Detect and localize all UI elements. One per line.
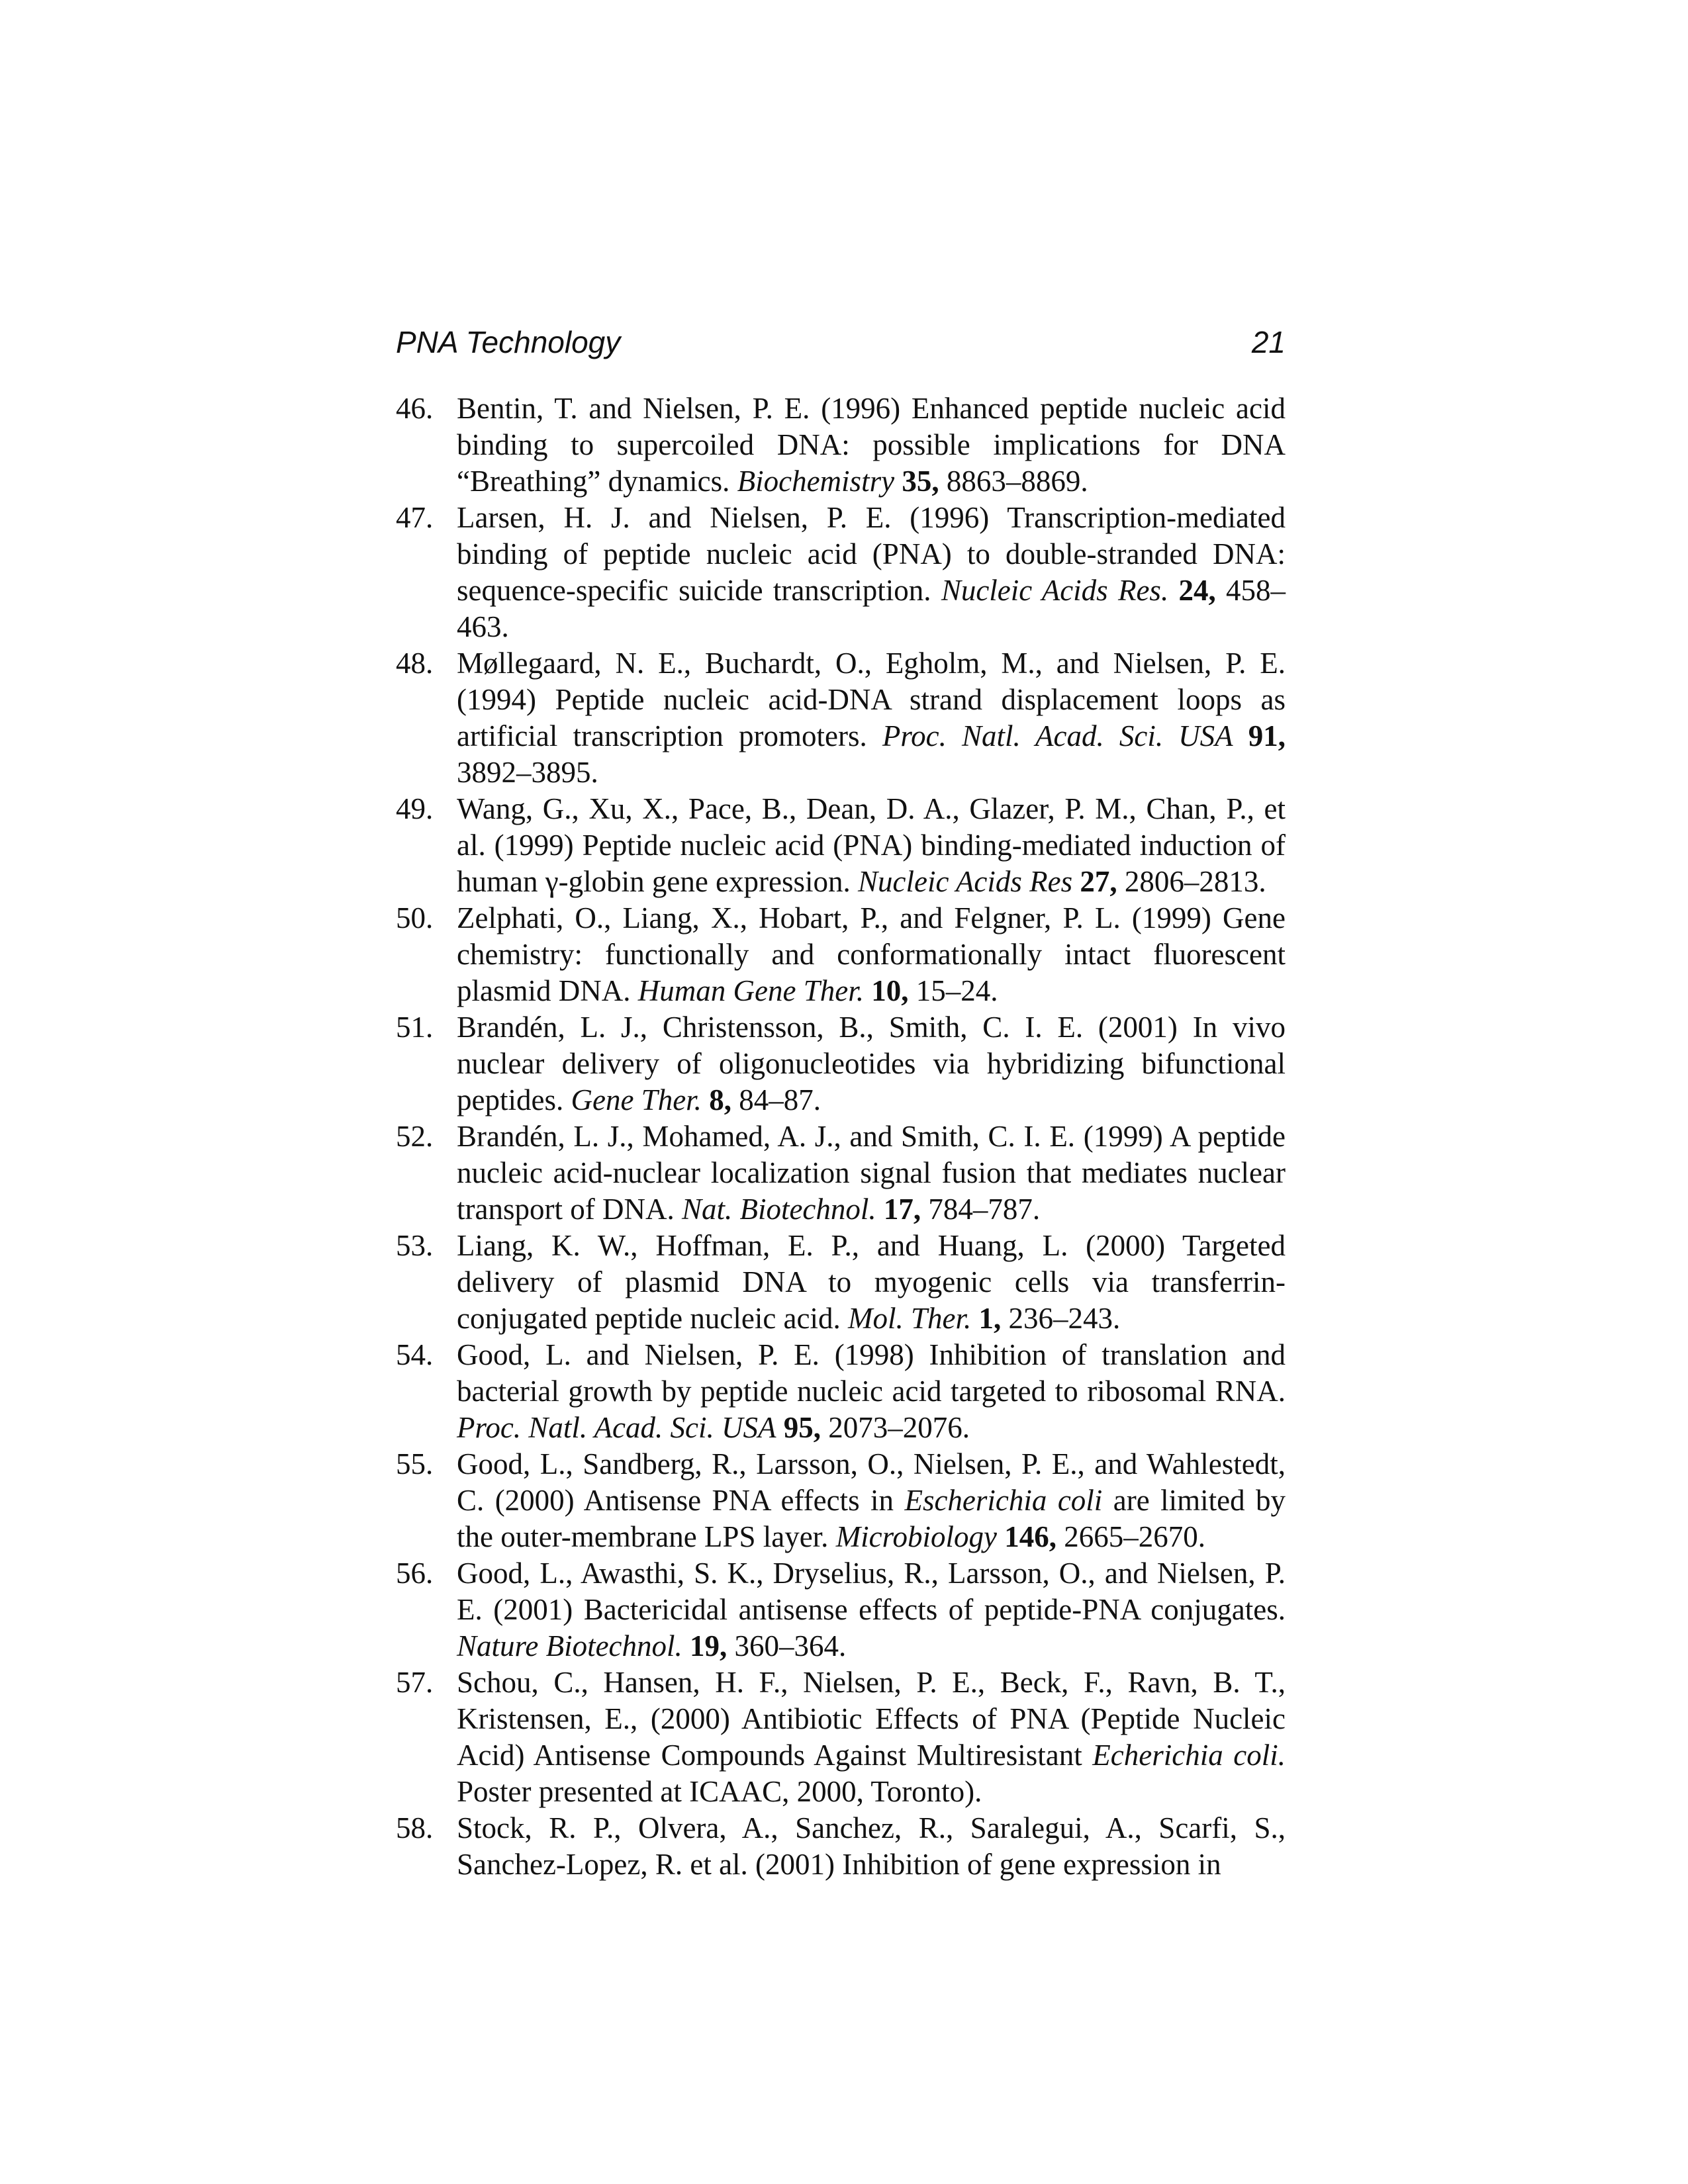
reference-item (396, 900, 1286, 1009)
reference-pages: 236–243. (1008, 1302, 1121, 1335)
reference-volume: 10, (871, 974, 909, 1007)
reference-authors: Good, L., Sandberg, R., Larsson, O., Nielsen, P. E., and Wahlestedt, C. (2000) Antisense PNA effects in (457, 1447, 1286, 1517)
reference-volume: 17, (883, 1193, 921, 1226)
page-header (396, 319, 1286, 365)
reference-pages: 784–787. (928, 1193, 1041, 1226)
reference-volume: 24, (1178, 574, 1216, 607)
reference-text (457, 1664, 1286, 1810)
reference-volume: 91, (1248, 719, 1286, 752)
reference-text (457, 1337, 1286, 1446)
reference-text (457, 1009, 1286, 1118)
reference-number: 47. (396, 501, 434, 534)
reference-number: 51. (396, 1011, 434, 1044)
reference-journal: Proc. Natl. Acad. Sci. USA (457, 1411, 776, 1444)
reference-number: 50. (396, 901, 434, 934)
reference-number: 53. (396, 1229, 434, 1262)
reference-authors: Good, L. and Nielsen, P. E. (1998) Inhibition of translation and bacterial growth by peptide nucleic acid targeted to ribosomal RNA. (457, 1338, 1286, 1408)
reference-item (396, 1555, 1286, 1664)
reference-authors: Brandén, L. J., Mohamed, A. J., and Smith, C. I. E. (1999) A peptide nucleic acid-nuclear localization signal fusion that mediates nuclear transport of DNA. (457, 1120, 1286, 1226)
reference-item (396, 1810, 1286, 1883)
reference-number: 56. (396, 1557, 434, 1590)
reference-authors: Stock, R. P., Olvera, A., Sanchez, R., Saralegui, A., Scarfi, S., Sanchez-Lopez, R. et al. (2001) Inhibition of gene expression in (457, 1811, 1286, 1881)
reference-text (457, 1118, 1286, 1228)
reference-authors: Bentin, T. and Nielsen, P. E. (1996) Enhanced peptide nucleic acid binding to supercoiled DNA: possible implications for DNA “Breathing” dynamics. (457, 392, 1286, 498)
reference-authors: Zelphati, O., Liang, X., Hobart, P., and Felgner, P. L. (1999) Gene chemistry: functionally and conformationally intact fluorescent plasmid DNA. (457, 901, 1286, 1007)
reference-journal: Biochemistry (737, 465, 895, 498)
reference-volume: 146, (1004, 1520, 1056, 1553)
reference-text (457, 500, 1286, 645)
reference-number: 55. (396, 1447, 434, 1480)
reference-item (396, 1009, 1286, 1118)
reference-item (396, 1118, 1286, 1228)
reference-text (457, 791, 1286, 900)
reference-number: 54. (396, 1338, 434, 1371)
reference-pages: 2665–2670. (1064, 1520, 1205, 1553)
reference-journal: Microbiology (835, 1520, 997, 1553)
reference-journal: Nat. Biotechnol. (681, 1193, 876, 1226)
reference-item (396, 791, 1286, 900)
reference-journal: Nucleic Acids Res (858, 865, 1073, 898)
reference-number: 48. (396, 647, 434, 680)
reference-text (457, 1555, 1286, 1664)
reference-pages: 2806–2813. (1124, 865, 1266, 898)
reference-item (396, 1664, 1286, 1810)
reference-text (457, 1446, 1286, 1555)
reference-volume: 19, (690, 1629, 727, 1662)
reference-number: 52. (396, 1120, 434, 1153)
reference-text (457, 645, 1286, 791)
reference-item (396, 1337, 1286, 1446)
reference-journal: Nucleic Acids Res. (941, 574, 1169, 607)
reference-journal: Mol. Ther. (848, 1302, 972, 1335)
reference-list (396, 390, 1286, 1883)
reference-text (457, 900, 1286, 1009)
reference-text (457, 1228, 1286, 1337)
reference-pages: 84–87. (739, 1083, 821, 1116)
reference-authors: Møllegaard, N. E., Buchardt, O., Egholm, M., and Nielsen, P. E. (1994) Peptide nucleic acid-DNA strand displacement loops as artificial transcription promoters. (457, 647, 1286, 752)
reference-authors: Good, L., Awasthi, S. K., Dryselius, R., Larsson, O., and Nielsen, P. E. (2001) Bactericidal antisense effects of peptide-PNA conjugates. (457, 1557, 1286, 1626)
reference-item (396, 645, 1286, 791)
reference-volume: 8, (709, 1083, 731, 1116)
reference-pages: 15–24. (915, 974, 998, 1007)
reference-volume: 35, (902, 465, 939, 498)
reference-authors: Wang, G., Xu, X., Pace, B., Dean, D. A., Glazer, P. M., Chan, P., et al. (1999) Peptide nucleic acid (PNA) binding-mediated induction of human γ-globin gene expression. (457, 792, 1286, 898)
reference-pages: 3892–3895. (457, 756, 598, 789)
reference-number: 46. (396, 392, 434, 425)
reference-item (396, 390, 1286, 500)
page-number: 21 (1251, 325, 1286, 359)
reference-pages: 458–463. (457, 574, 1286, 643)
reference-volume: 1, (978, 1302, 1002, 1335)
reference-number: 49. (396, 792, 434, 825)
reference-number: 57. (396, 1666, 434, 1699)
reference-item (396, 1228, 1286, 1337)
reference-volume: 95, (783, 1411, 821, 1444)
reference-number: 58. (396, 1811, 434, 1844)
reference-authors: Brandén, L. J., Christensson, B., Smith, C. I. E. (2001) In vivo nuclear delivery of oligonucleotides via hybridizing bifunctional peptides. (457, 1011, 1286, 1116)
reference-species: Escherichia coli (904, 1484, 1103, 1517)
reference-item (396, 500, 1286, 645)
reference-authors: Larsen, H. J. and Nielsen, P. E. (1996) Transcription-mediated binding of peptide nucleic acid (PNA) to double-stranded DNA: sequence-specific suicide transcription. (457, 501, 1286, 607)
reference-journal: Gene Ther. (571, 1083, 702, 1116)
reference-journal: Proc. Natl. Acad. Sci. USA (882, 719, 1233, 752)
reference-item (396, 1446, 1286, 1555)
reference-journal: Nature Biotechnol. (457, 1629, 682, 1662)
reference-text (457, 1810, 1286, 1883)
reference-text (457, 390, 1286, 500)
reference-volume: 27, (1080, 865, 1117, 898)
reference-pages: 8863–8869. (946, 465, 1088, 498)
reference-pages: 2073–2076. (828, 1411, 970, 1444)
reference-journal: Human Gene Ther. (637, 974, 864, 1007)
reference-note: Poster presented at ICAAC, 2000, Toronto). (457, 1775, 982, 1808)
reference-authors-continued: are limited by the outer-membrane LPS layer. (457, 1484, 1286, 1553)
reference-pages: 360–364. (734, 1629, 847, 1662)
reference-authors: Schou, C., Hansen, H. F., Nielsen, P. E., Beck, F., Ravn, B. T., Kristensen, E., (2000) Antibiotic Effects of PNA (Peptide Nucleic Acid) Antisense Compounds Against Multiresistant (457, 1666, 1286, 1772)
reference-authors: Liang, K. W., Hoffman, E. P., and Huang, L. (2000) Targeted delivery of plasmid DNA to myogenic cells via transferrin-conjugated peptide nucleic acid. (457, 1229, 1286, 1335)
reference-species: Echerichia coli. (1092, 1739, 1286, 1772)
running-title: PNA Technology (396, 325, 621, 359)
